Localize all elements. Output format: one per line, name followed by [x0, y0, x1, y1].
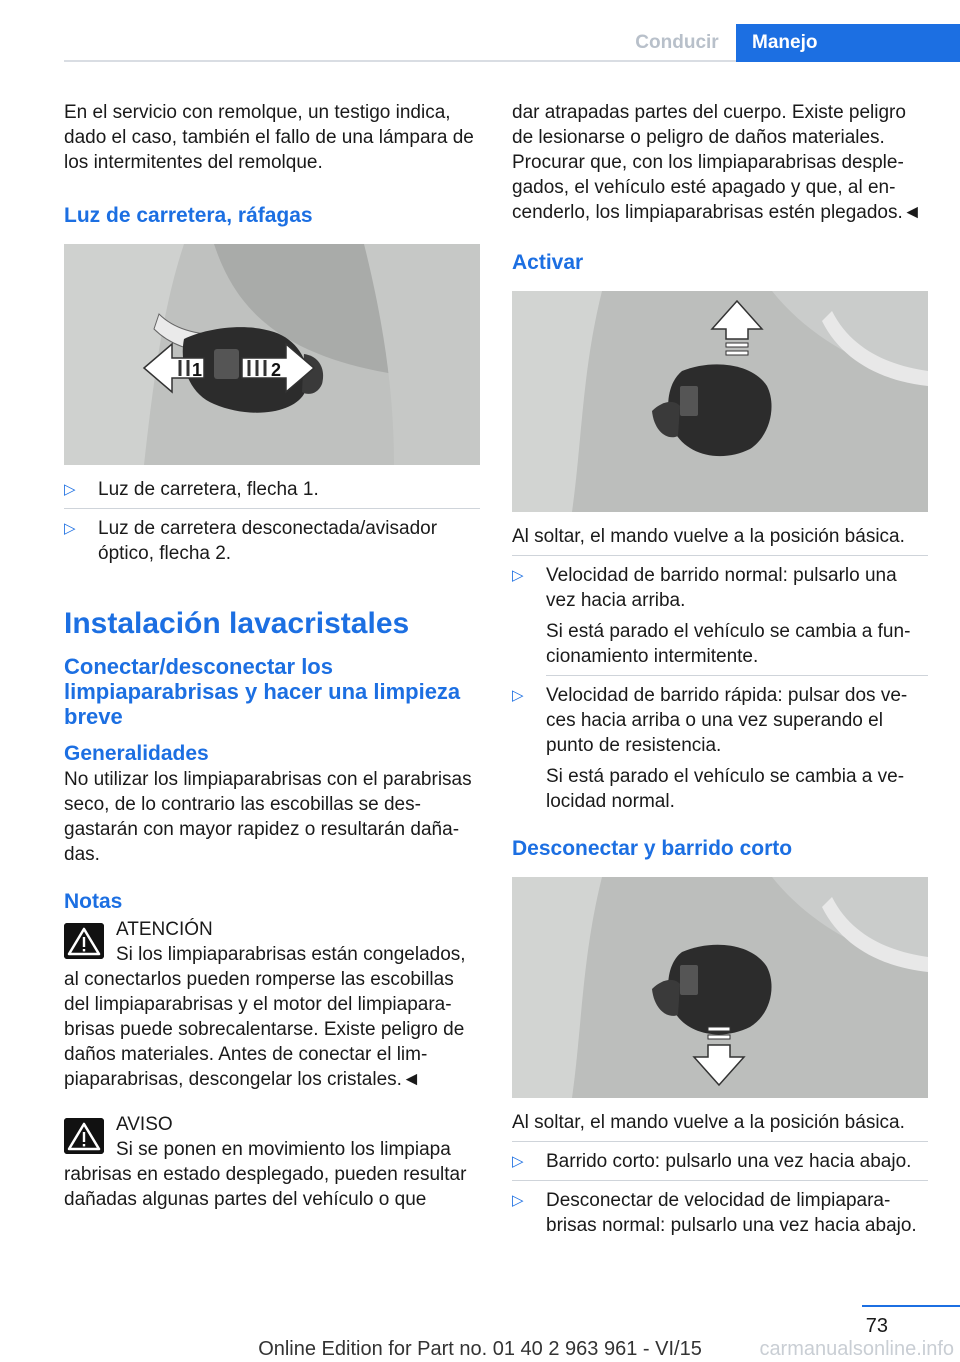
warning-text: Si se ponen en movimiento los limpiapa	[116, 1139, 451, 1160]
intro-paragraph: En el servicio con remolque, un testigo indica, dado el caso, también el fallo de una lámpara de los intermitentes del remolque.	[64, 102, 474, 173]
warning-aviso	[64, 1112, 480, 1162]
warning-icon	[64, 1118, 104, 1154]
high-beam-lever-photo	[64, 244, 480, 465]
list-item: ▷ Luz de carretera, flecha 1.	[64, 479, 319, 500]
warning-text: Si los limpiaparabrisas están congelados,	[116, 944, 466, 965]
header-tab-manejo: Manejo	[736, 24, 960, 62]
activar-list	[512, 563, 928, 814]
warning-title: ATENCIÓN	[116, 919, 213, 940]
list-item: ▷ Desconectar de velocidad de limpiaparabrisas normal: pulsarlo una vez hacia abajo.	[512, 1190, 917, 1236]
triangle-bullet-icon: ▷	[64, 520, 76, 537]
warning-body: al conectarlos pueden romperse las escobillas del limpiaparabrisas y el motor del limpiaparabrisas puede sobrecalentarse. Existe peligro de daños materiales. Antes de conectar el limpiaparabrisas, descongelar los cristales.◄	[64, 969, 465, 1090]
right-column	[512, 100, 928, 1238]
footer-edition: Online Edition for Part no. 01 40 2 963 961 - VI/15	[258, 1338, 702, 1360]
generalidades-paragraph: No utilizar los limpiaparabrisas con el parabrisas seco, de lo contrario las escobillas se desgastarán con mayor rapidez o resultarán dañadas.	[64, 769, 472, 865]
list-item: ▷ Luz de carretera desconectada/avisador óptico, flecha 2.	[64, 518, 438, 564]
wiper-lever-up-photo	[512, 291, 928, 512]
warning-title: AVISO	[116, 1114, 173, 1135]
heading-luz-carretera: Luz de carretera, ráfagas	[64, 204, 313, 227]
header-section-conducir: Conducir	[635, 32, 719, 53]
warning-continuation: dar atrapadas partes del cuerpo. Existe peligro de lesionarse o peligro de daños materiales. Procurar que, con los limpiaparabrisas desplegados, el vehículo esté apagado y que, al encenderlo, los limpiaparabrisas estén plegados.◄	[512, 102, 922, 223]
warning-icon	[64, 923, 104, 959]
triangle-bullet-icon: ▷	[512, 567, 524, 584]
footer-accent-rule	[862, 1305, 960, 1307]
list-item: ▷ Velocidad de barrido rápida: pulsar dos veces hacia arriba o una vez superando el punto de resistencia.	[512, 685, 908, 756]
list-item-sub: Si está parado el vehículo se cambia a funcionamiento intermitente.	[546, 621, 911, 667]
desconectar-release-text: Al soltar, el mando vuelve a la posición básica.	[512, 1112, 905, 1133]
heading-generalidades: Generalidades	[64, 742, 209, 765]
heading-conectar-desconectar: Conectar/desconectar los limpiaparabrisas y hacer una limpieza breve	[64, 654, 461, 729]
triangle-bullet-icon: ▷	[512, 1153, 524, 1170]
activar-release-text: Al soltar, el mando vuelve a la posición básica.	[512, 526, 905, 547]
warning-body: rabrisas en estado desplegado, pueden resultar dañadas algunas partes del vehículo o que	[64, 1164, 467, 1210]
warning-atencion	[64, 917, 480, 967]
triangle-bullet-icon: ▷	[512, 1192, 524, 1209]
triangle-bullet-icon: ▷	[64, 481, 76, 498]
heading-activar: Activar	[512, 251, 584, 274]
triangle-bullet-icon: ▷	[512, 687, 524, 704]
heading-instalacion-lavacristales: Instalación lavacristales	[64, 607, 410, 640]
heading-desconectar: Desconectar y barrido corto	[512, 837, 793, 860]
watermark: carmanualsonline.info	[759, 1338, 954, 1360]
list-item: ▷ Velocidad de barrido normal: pulsarlo una vez hacia arriba.	[512, 565, 897, 611]
left-column	[64, 100, 480, 1212]
wiper-lever-down-photo	[512, 877, 928, 1098]
arrow-1-label: 1	[192, 360, 203, 380]
luz-list	[64, 477, 480, 566]
desconectar-list	[512, 1149, 928, 1238]
list-item-sub: Si está parado el vehículo se cambia a velocidad normal.	[546, 766, 905, 812]
page-number: 73	[865, 1315, 888, 1337]
arrow-2-label: 2	[271, 360, 282, 380]
list-item: ▷ Barrido corto: pulsarlo una vez hacia abajo.	[512, 1151, 912, 1172]
heading-notas: Notas	[64, 890, 123, 913]
